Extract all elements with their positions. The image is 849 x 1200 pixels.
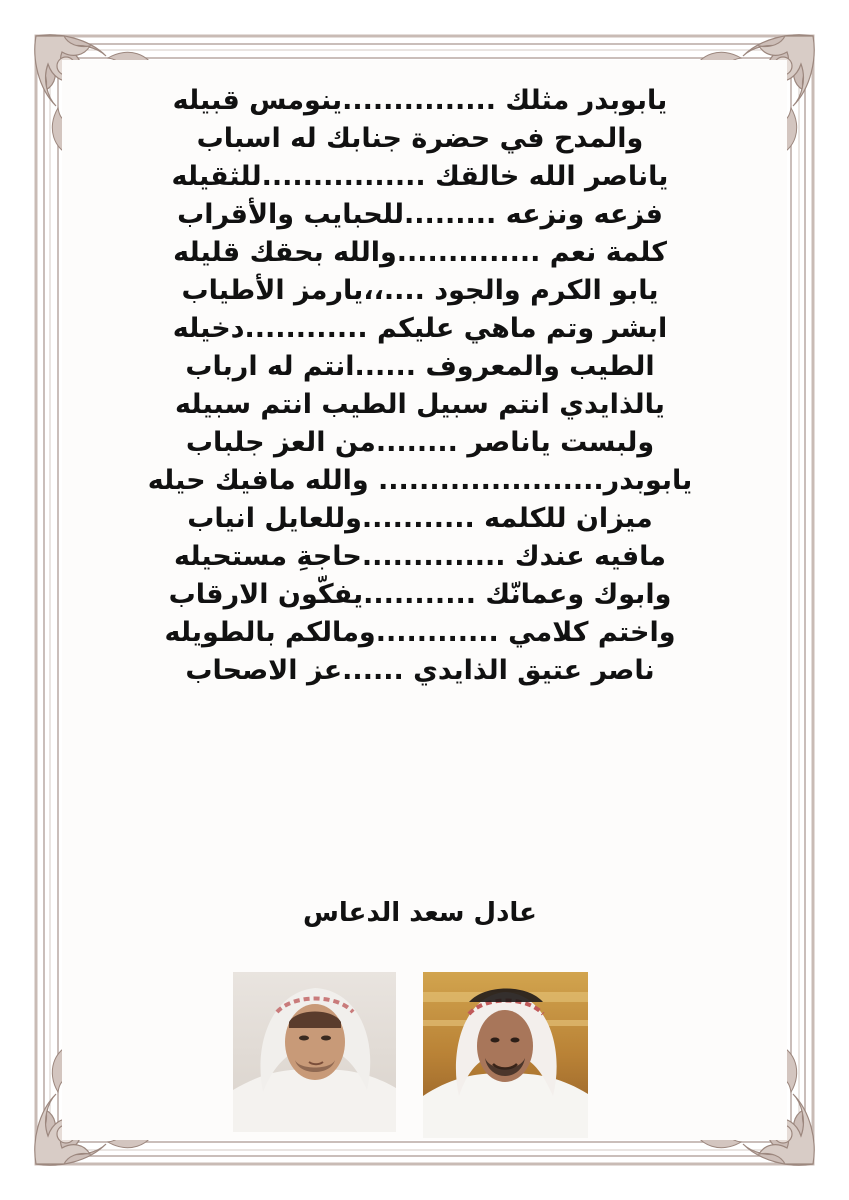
verse-3: ياناصر الله خالقك ................للثقيله <box>171 161 669 192</box>
verse-6: يابو الكرم والجود ....،،يارمز الأطياب <box>181 275 659 306</box>
verse-9: يالذايدي انتم سبيل الطيب انتم سبيله <box>175 389 665 420</box>
poem-verses <box>110 82 730 690</box>
verse-11: يابوبدر...................... والله مافيك حيله <box>147 465 693 496</box>
verse-1: يابوبدر مثلك ...............ينومس قبيله <box>172 85 668 116</box>
verse-7: ابشر وتم ماهي عليكم ............دخيله <box>172 313 668 344</box>
verse-5: كلمة نعم ..............والله بحقك قليله <box>173 237 667 268</box>
verse-16: ناصر عتيق الذايدي ......عز الاصحاب <box>185 655 655 686</box>
portrait-photo-left <box>233 972 396 1132</box>
verse-15: واختم كلامي ............ومالكم بالطويله <box>164 617 676 648</box>
verse-14: وابوك وعمانّك ...........يفكّون الارقاب <box>168 579 672 610</box>
verse-12: ميزان للكلمه ...........وللعايل انياب <box>187 503 653 534</box>
verse-10: ولبست ياناصر ........من العز جلباب <box>185 427 655 458</box>
verse-4: فزعه ونزعه .........للحبايب والأقراب <box>177 199 663 230</box>
verse-13: مافيه عندك ..............حاجةِ مستحيله <box>173 541 667 572</box>
author-name: عادل سعد الدعاس <box>303 898 537 928</box>
verse-2: والمدح في حضرة جنابك له اسباب <box>196 123 644 154</box>
verse-8: الطيب والمعروف ......انتم له ارباب <box>185 351 655 382</box>
portrait-photo-right <box>423 972 588 1138</box>
